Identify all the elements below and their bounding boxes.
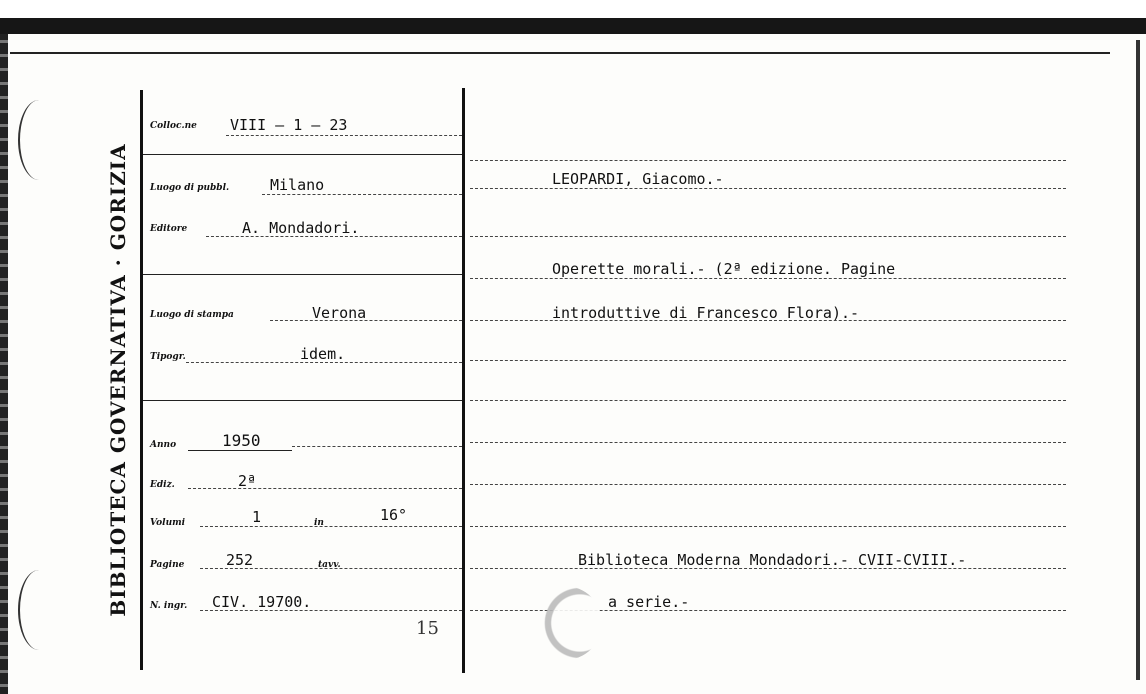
card-top-edge: [0, 18, 1146, 34]
tipogr-label: Tipogr.: [150, 352, 186, 362]
rule-2: [143, 274, 462, 275]
right-line-1: [470, 188, 1066, 189]
right-line-2: [470, 236, 1066, 237]
ingresso-line: [200, 610, 462, 611]
right-line-5: [470, 360, 1066, 361]
luogo-pubbl-line: [262, 194, 462, 195]
punch-hole-bottom: [18, 570, 60, 650]
right-line-7: [470, 442, 1066, 443]
right-line-10: [470, 568, 1066, 569]
tipogr-value: idem.: [300, 345, 346, 363]
volumi-line: [200, 526, 462, 527]
pagine-value: 252: [226, 551, 254, 569]
card-top-rule: [10, 52, 1110, 54]
right-line-8: [470, 484, 1066, 485]
edizione-label: Ediz.: [150, 480, 175, 490]
collocazione-line: [226, 135, 462, 136]
right-line-6: [470, 400, 1066, 401]
collocazione-label: Colloc.ne: [150, 121, 197, 131]
tipogr-line: [186, 362, 462, 363]
left-margin-rule: [140, 90, 143, 670]
anno-label: Anno: [150, 440, 177, 450]
volumi-label: Volumi: [150, 518, 186, 528]
luogo-pubbl-label: Luogo di pubbl.: [150, 183, 230, 193]
luogo-stampa-value: Verona: [312, 304, 367, 322]
luogo-stampa-line: [270, 320, 462, 321]
series-line-2: a serie.-: [608, 593, 690, 611]
card-right-edge: [1136, 40, 1140, 680]
volumi-in-label: in: [314, 518, 324, 528]
card-left-edge: [0, 34, 8, 694]
right-rule-top: [470, 160, 1066, 161]
luogo-stampa-label: Luogo di stampa: [150, 310, 234, 320]
collocazione-value: VIII — 1 — 23: [230, 116, 348, 134]
right-line-3: [470, 278, 1066, 279]
handwritten-note: 15: [416, 618, 439, 639]
library-name: BIBLIOTECA GOVERNATIVA · GORIZIA: [106, 143, 130, 617]
pagine-label: Pagine: [150, 560, 185, 570]
center-rule: [462, 88, 465, 673]
title-line-1: Operette morali.- (2ª edizione. Pagine: [552, 260, 896, 278]
luogo-pubbl-value: Milano: [270, 176, 325, 194]
anno-line: [292, 446, 462, 447]
series-line-1: Biblioteca Moderna Mondadori.- CVII-CVIII.-: [578, 551, 967, 569]
title-line-2: introduttive di Francesco Flora).-: [552, 304, 860, 322]
volumi-value: 1: [252, 508, 262, 526]
card-top-band: [0, 0, 1146, 18]
volumi-format: 16°: [380, 506, 408, 524]
ingresso-value: CIV. 19700.: [212, 593, 312, 611]
right-line-9: [470, 526, 1066, 527]
edizione-line: [188, 488, 462, 489]
edizione-value: 2ª: [238, 472, 257, 490]
punch-hole-top: [18, 100, 60, 180]
editore-line: [206, 236, 462, 237]
ingresso-label: N. ingr.: [150, 601, 188, 611]
editore-value: A. Mondadori.: [242, 219, 360, 237]
rule-3: [143, 400, 462, 401]
right-line-4: [470, 320, 1066, 321]
anno-value: 1950: [222, 431, 261, 450]
author-heading: LEOPARDI, Giacomo.-: [552, 170, 724, 188]
editore-label: Editore: [150, 224, 188, 234]
tavole-label: tavv.: [318, 560, 341, 570]
pagine-line: [200, 568, 462, 569]
faded-stamp: [528, 586, 602, 660]
anno-underline: [188, 450, 292, 451]
rule-1: [143, 154, 462, 155]
